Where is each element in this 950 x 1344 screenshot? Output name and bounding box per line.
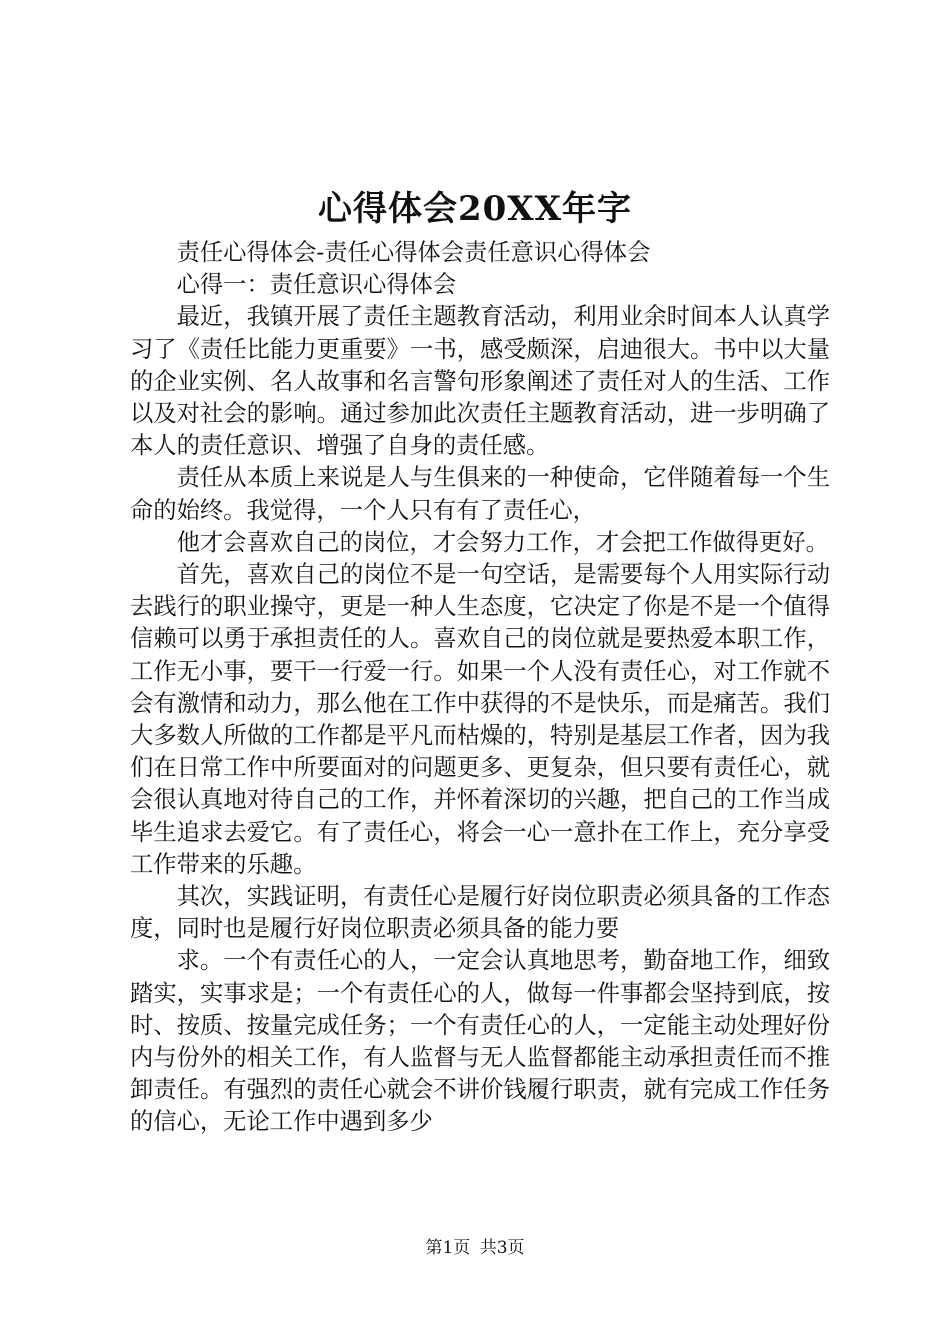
paragraph: 求。一个有责任心的人，一定会认真地思考，勤奋地工作，细致踏实，实事求是；一个有责任心的人，做每一件事都会坚持到底，按时、按质、按量完成任务；一个有责任心的人，一定能主动处理好份内与份外的相关工作，有人监督与无人监督都能主动承担责任而不推卸责任。有强烈的责任心就会不讲价钱履行职责，就有完成工作任务的信心，无论工作中遇到多少: [130, 947, 830, 1136]
paragraph: 首先，喜欢自己的岗位不是一句空话，是需要每个人用实际行动去践行的职业操守，更是一种人生态度，它决定了你是不是一个值得信赖可以勇于承担责任的人。喜欢自己的岗位就是要热爱本职工作，工作无小事，要干一行爱一行。如果一个人没有责任心，对工作就不会有激情和动力，那么他在工作中获得的不是快乐，而是痛苦。我们大多数人所做的工作都是平凡而枯燥的，特别是基层工作者，因为我们在日常工作中所要面对的问题更多、更复杂，但只要有责任心，就会很认真地对待自己的工作，并怀着深切的兴趣，把自己的工作当成毕生追求去爱它。有了责任心，将会一心一意扑在工作上，充分享受工作带来的乐趣。: [130, 561, 830, 878]
page-footer: [0, 1236, 950, 1260]
paragraph-subtitle: 责任心得体会-责任心得体会责任意识心得体会: [176, 239, 651, 266]
document-title: 心得体会20XX年字: [317, 189, 633, 229]
page-number: 第1页: [425, 1238, 471, 1258]
paragraph: 责任从本质上来说是人与生俱来的一种使命，它伴随着每一个生命的始终。我觉得，一个人只有有了责任心，: [130, 464, 830, 524]
paragraph: 最近，我镇开展了责任主题教育活动，利用业余时间本人认真学习了《责任比能力更重要》一书，感受颇深，启迪很大。书中以大量的企业实例、名人故事和名言警句形象阐述了责任对人的生活、工作以及对社会的影响。通过参加此次责任主题教育活动，进一步明确了本人的责任意识、增强了自身的责任感。: [130, 303, 830, 460]
paragraph: 他才会喜欢自己的岗位，才会努力工作，才会把工作做得更好。: [176, 528, 829, 556]
page-total: 共3页: [479, 1238, 525, 1258]
document-body: [130, 237, 830, 1139]
paragraph: 其次，实践证明，有责任心是履行好岗位职责必须具备的工作态度，同时也是履行好岗位职责必须具备的能力要: [130, 883, 830, 943]
paragraph-heading: 心得一：责任意识心得体会: [176, 271, 457, 299]
